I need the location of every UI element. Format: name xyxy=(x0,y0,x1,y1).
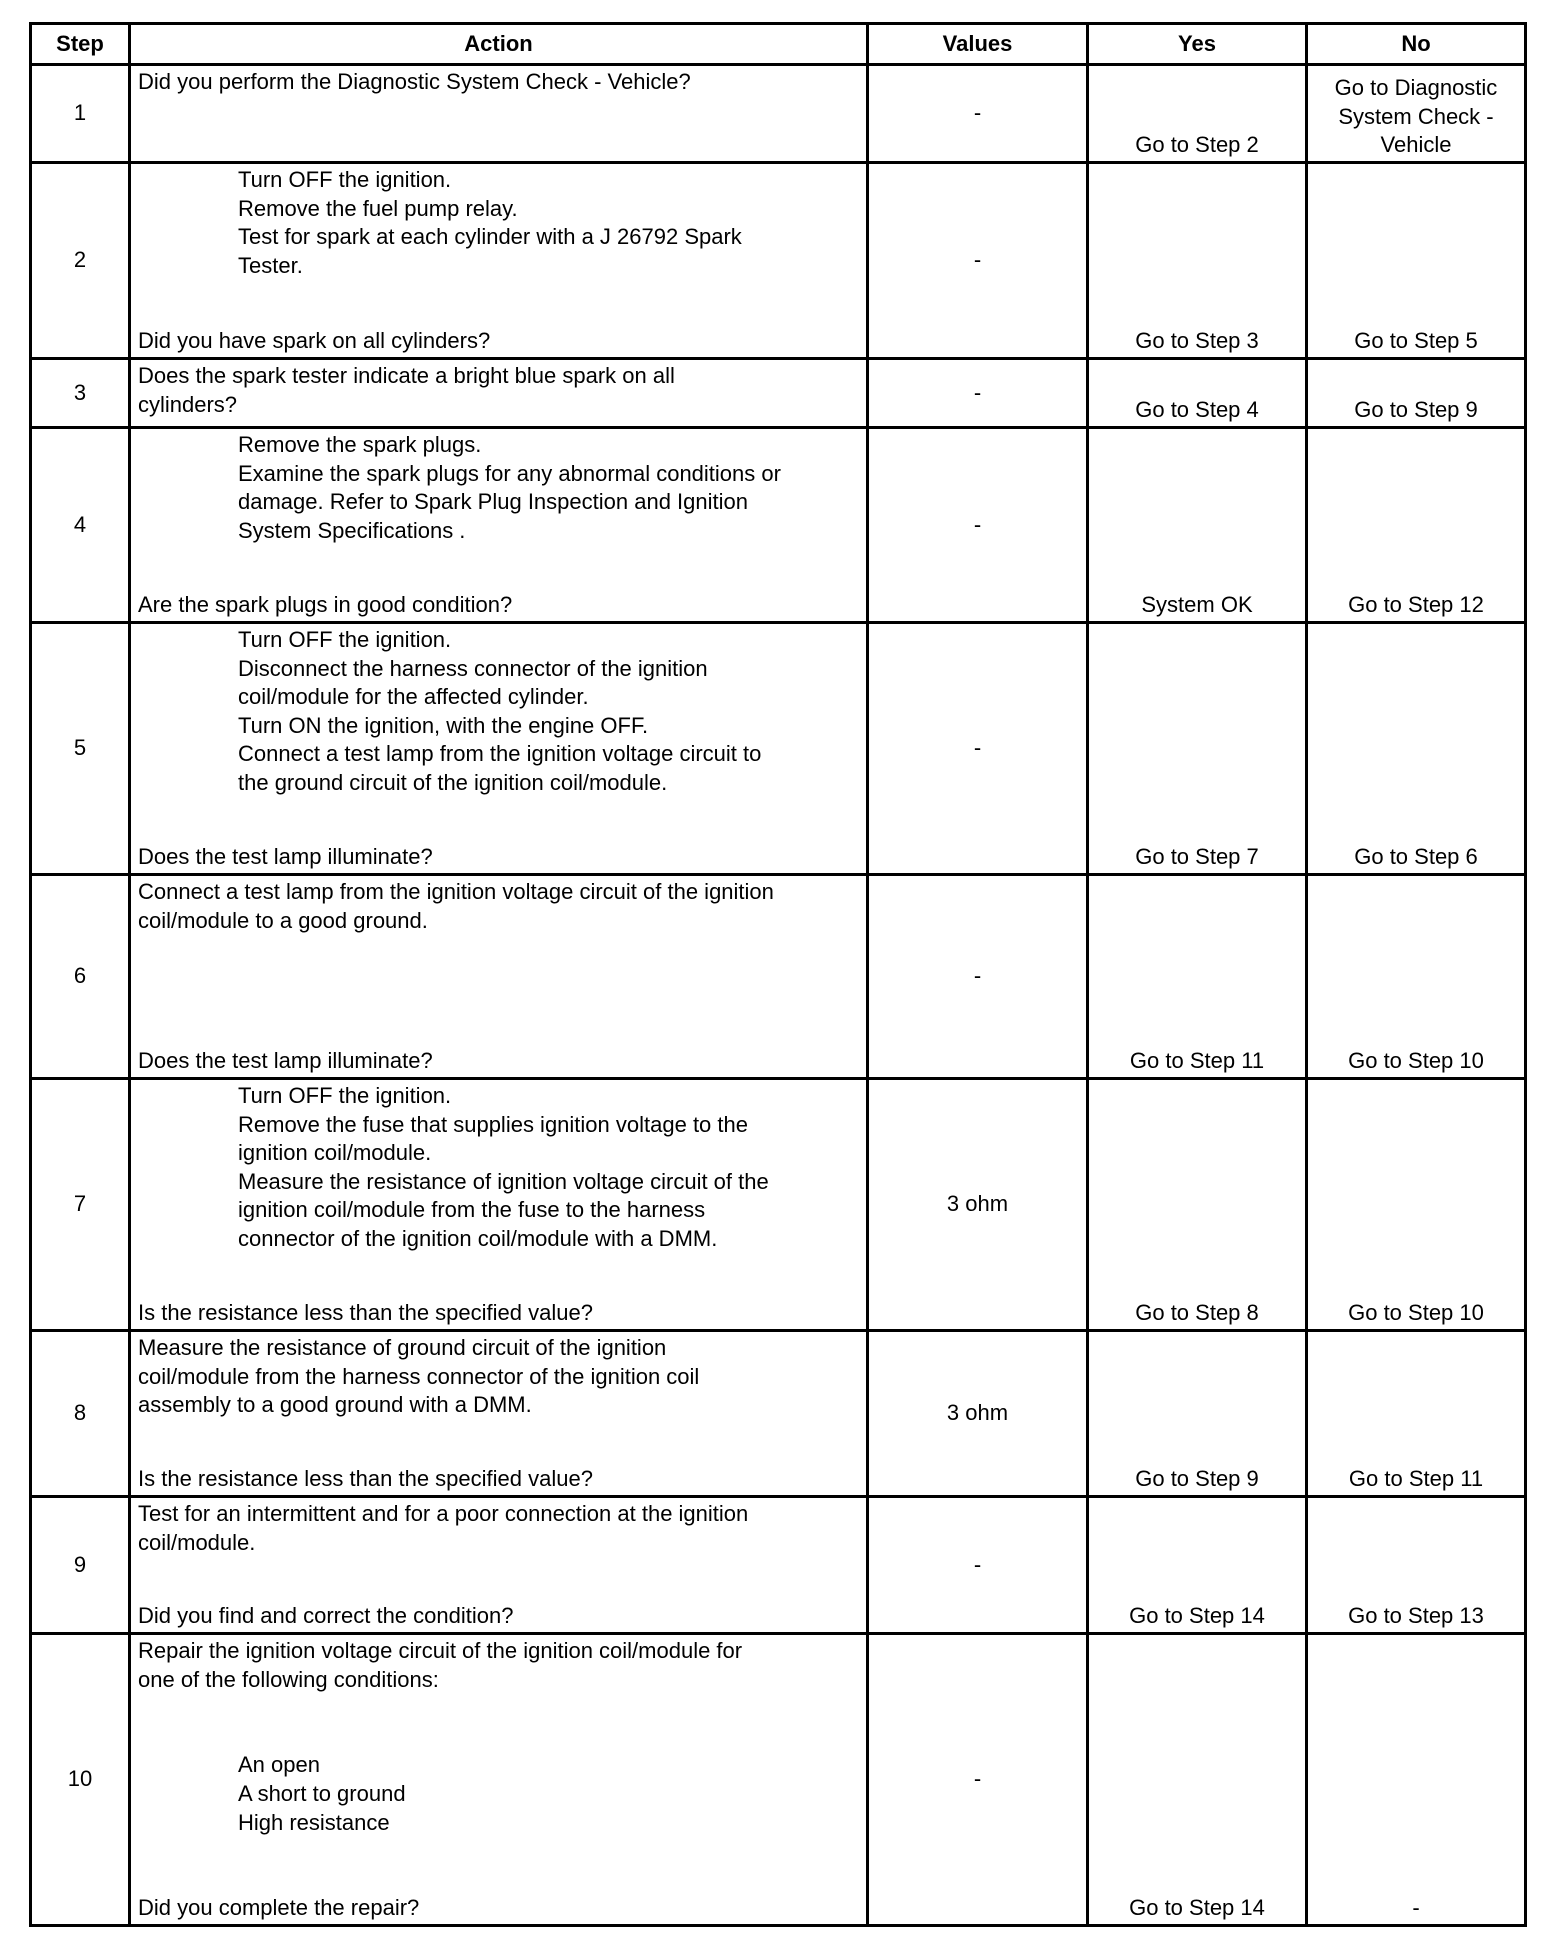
yes-cell xyxy=(1088,359,1307,428)
question-text: Does the test lamp illuminate? xyxy=(138,1048,433,1074)
action-cell xyxy=(130,1634,868,1926)
value-cell: - xyxy=(868,1497,1088,1634)
value-cell: - xyxy=(868,359,1088,428)
question-text: Is the resistance less than the specified value? xyxy=(138,1466,593,1492)
action-step: damage. Refer to Spark Plug Inspection and Ignition xyxy=(238,489,748,515)
step-number: 9 xyxy=(31,1497,130,1634)
table-row xyxy=(31,359,1526,428)
action-content xyxy=(131,876,866,1077)
value-cell: - xyxy=(868,65,1088,163)
action-content xyxy=(131,164,866,357)
header-row xyxy=(31,24,1526,65)
table-row xyxy=(31,163,1526,359)
yes-action-link: Go to Step 9 xyxy=(1135,1466,1259,1492)
table-row xyxy=(31,65,1526,163)
action-text: one of the following conditions: xyxy=(138,1666,439,1692)
question-text: Did you complete the repair? xyxy=(138,1895,420,1921)
action-content xyxy=(131,429,866,621)
table-row xyxy=(31,1634,1526,1926)
table-row xyxy=(31,428,1526,623)
yes-action-link: Go to Step 7 xyxy=(1135,844,1259,870)
step-number: 5 xyxy=(31,623,130,875)
action-step: Turn OFF the ignition. xyxy=(238,167,452,192)
action-step: Disconnect the harness connector of the ignition xyxy=(238,655,708,681)
step-number: 7 xyxy=(31,1079,130,1331)
no-action-link: Go to Diagnostic xyxy=(1334,75,1498,101)
no-action-link: Go to Step 11 xyxy=(1348,1466,1484,1492)
no-cell xyxy=(1307,875,1526,1079)
action-text: coil/module. xyxy=(138,1529,256,1555)
header-action: Action xyxy=(130,24,868,65)
action-step: Examine the spark plugs for any abnormal conditions or xyxy=(238,460,781,486)
yes-action-link: Go to Step 8 xyxy=(1135,1300,1259,1326)
action-step: Turn OFF the ignition. xyxy=(238,1083,452,1108)
action-step: An open xyxy=(238,1752,320,1778)
value-cell: 3 ohm xyxy=(868,1079,1088,1331)
action-text: assembly to a good ground with a DMM. xyxy=(138,1392,532,1418)
no-cell xyxy=(1307,1079,1526,1331)
yes-action-link: Go to Step 3 xyxy=(1135,328,1259,354)
action-steps xyxy=(138,1082,860,1254)
action-cell xyxy=(130,1497,868,1634)
action-text: Repair the ignition voltage circuit of the ignition coil/module for xyxy=(138,1638,743,1663)
action-intro xyxy=(138,878,860,935)
action-step: High resistance xyxy=(238,1809,390,1835)
action-cell xyxy=(130,65,868,163)
step-number: 8 xyxy=(31,1331,130,1497)
action-content xyxy=(131,1635,866,1924)
no-action-link: Go to Step 6 xyxy=(1354,844,1478,870)
action-step: Connect a test lamp from the ignition voltage circuit to xyxy=(238,741,762,767)
action-cell xyxy=(130,875,868,1079)
table-row xyxy=(31,1497,1526,1634)
action-cell xyxy=(130,1331,868,1497)
action-step: Remove the fuse that supplies ignition voltage to the xyxy=(238,1111,748,1137)
value-cell: - xyxy=(868,428,1088,623)
value-cell: - xyxy=(868,163,1088,359)
yes-action-link: Go to Step 4 xyxy=(1135,397,1259,423)
action-content xyxy=(131,66,866,161)
action-cell xyxy=(130,428,868,623)
header-values: Values xyxy=(868,24,1088,65)
no-cell xyxy=(1307,428,1526,623)
yes-action-link: Go to Step 14 xyxy=(1129,1895,1265,1921)
action-step: Turn ON the ignition, with the engine OFF. xyxy=(238,712,649,738)
action-intro xyxy=(138,1334,860,1420)
no-action-link: Go to Step 13 xyxy=(1348,1603,1484,1629)
action-step: ignition coil/module from the fuse to the harness xyxy=(238,1197,706,1223)
no-cell xyxy=(1307,163,1526,359)
action-content xyxy=(131,1332,866,1495)
action-step: Turn OFF the ignition. xyxy=(238,627,452,652)
yes-cell xyxy=(1088,1634,1307,1926)
action-step: the ground circuit of the ignition coil/module. xyxy=(238,769,668,795)
action-text: Measure the resistance of ground circuit of the ignition xyxy=(138,1335,667,1360)
no-action-link: Go to Step 10 xyxy=(1348,1048,1484,1074)
action-steps xyxy=(138,431,860,545)
action-steps xyxy=(138,166,860,280)
yes-cell xyxy=(1088,1331,1307,1497)
action-intro xyxy=(138,362,860,419)
question-text: Did you find and correct the condition? xyxy=(138,1603,514,1629)
action-question xyxy=(138,591,860,620)
action-step: Remove the fuel pump relay. xyxy=(238,195,518,221)
action-step: Test for spark at each cylinder with a J 26792 Spark xyxy=(238,224,742,250)
action-cell xyxy=(130,359,868,428)
action-question xyxy=(138,327,860,356)
action-text: cylinders? xyxy=(138,391,238,417)
no-cell xyxy=(1307,1497,1526,1634)
action-text: Did you perform the Diagnostic System Check - Vehicle? xyxy=(138,69,691,94)
step-number: 1 xyxy=(31,65,130,163)
no-cell xyxy=(1307,1634,1526,1926)
yes-action-link: System OK xyxy=(1141,592,1253,618)
action-intro xyxy=(138,68,860,97)
step-number: 3 xyxy=(31,359,130,428)
table-row xyxy=(31,623,1526,875)
action-question xyxy=(138,1602,860,1631)
action-step: A short to ground xyxy=(238,1781,406,1806)
action-cell xyxy=(130,163,868,359)
yes-cell xyxy=(1088,875,1307,1079)
action-content xyxy=(131,1080,866,1329)
no-cell xyxy=(1307,1331,1526,1497)
action-content xyxy=(131,360,866,426)
action-content xyxy=(131,1498,866,1632)
value-cell: - xyxy=(868,1634,1088,1926)
table-row xyxy=(31,875,1526,1079)
value-cell: 3 ohm xyxy=(868,1331,1088,1497)
header-no: No xyxy=(1307,24,1526,65)
no-action-link: Go to Step 5 xyxy=(1354,328,1478,354)
value-cell: - xyxy=(868,875,1088,1079)
yes-cell xyxy=(1088,428,1307,623)
action-question xyxy=(138,1894,860,1923)
yes-action-link: Go to Step 2 xyxy=(1135,132,1259,158)
action-step: System Specifications . xyxy=(238,517,466,543)
action-question xyxy=(138,1299,860,1328)
no-cell xyxy=(1307,623,1526,875)
action-step: Measure the resistance of ignition voltage circuit of the xyxy=(238,1168,769,1194)
action-text: Connect a test lamp from the ignition voltage circuit of the ignition xyxy=(138,879,774,904)
action-cell xyxy=(130,1079,868,1331)
no-cell xyxy=(1307,359,1526,428)
step-number: 2 xyxy=(31,163,130,359)
yes-cell xyxy=(1088,163,1307,359)
action-text: Does the spark tester indicate a bright blue spark on all xyxy=(138,363,675,388)
no-cell xyxy=(1307,65,1526,163)
action-question xyxy=(138,1047,860,1076)
question-text: Did you have spark on all cylinders? xyxy=(138,328,491,354)
yes-action-link: Go to Step 14 xyxy=(1129,1603,1265,1629)
action-content xyxy=(131,624,866,873)
no-action-link: Go to Step 12 xyxy=(1348,592,1484,618)
diagnostic-table xyxy=(29,22,1527,1927)
yes-action-link: Go to Step 11 xyxy=(1129,1048,1265,1074)
action-steps xyxy=(138,626,860,798)
action-question xyxy=(138,843,860,872)
yes-cell xyxy=(1088,623,1307,875)
yes-cell xyxy=(1088,1079,1307,1331)
no-action-link: Go to Step 10 xyxy=(1348,1300,1484,1326)
step-number: 4 xyxy=(31,428,130,623)
yes-cell xyxy=(1088,1497,1307,1634)
no-action-link: Go to Step 9 xyxy=(1354,397,1478,423)
action-step: connector of the ignition coil/module with a DMM. xyxy=(238,1225,718,1251)
question-text: Does the test lamp illuminate? xyxy=(138,844,433,870)
table-body xyxy=(31,65,1526,1926)
yes-cell xyxy=(1088,65,1307,163)
action-step: Tester. xyxy=(238,252,303,278)
action-text: Test for an intermittent and for a poor connection at the ignition xyxy=(138,1501,749,1526)
action-cell xyxy=(130,623,868,875)
header-yes: Yes xyxy=(1088,24,1307,65)
action-text: coil/module from the harness connector of the ignition coil xyxy=(138,1363,700,1389)
action-step: coil/module for the affected cylinder. xyxy=(238,684,589,710)
action-question xyxy=(138,1465,860,1494)
action-step: Remove the spark plugs. xyxy=(238,432,482,457)
table-row xyxy=(31,1331,1526,1497)
step-number: 10 xyxy=(31,1634,130,1926)
action-intro xyxy=(138,1637,860,1694)
no-action-link: - xyxy=(1412,1895,1420,1921)
value-cell: - xyxy=(868,623,1088,875)
action-text: coil/module to a good ground. xyxy=(138,907,428,933)
question-text: Are the spark plugs in good condition? xyxy=(138,592,513,618)
step-number: 6 xyxy=(31,875,130,1079)
question-text: Is the resistance less than the specified value? xyxy=(138,1300,593,1326)
action-step: ignition coil/module. xyxy=(238,1140,432,1166)
action-steps xyxy=(138,1751,860,1837)
action-intro xyxy=(138,1500,860,1557)
no-action-link: Vehicle xyxy=(1380,132,1452,158)
no-action-link: System Check - xyxy=(1338,103,1494,129)
header-step: Step xyxy=(31,24,130,65)
table-row xyxy=(31,1079,1526,1331)
